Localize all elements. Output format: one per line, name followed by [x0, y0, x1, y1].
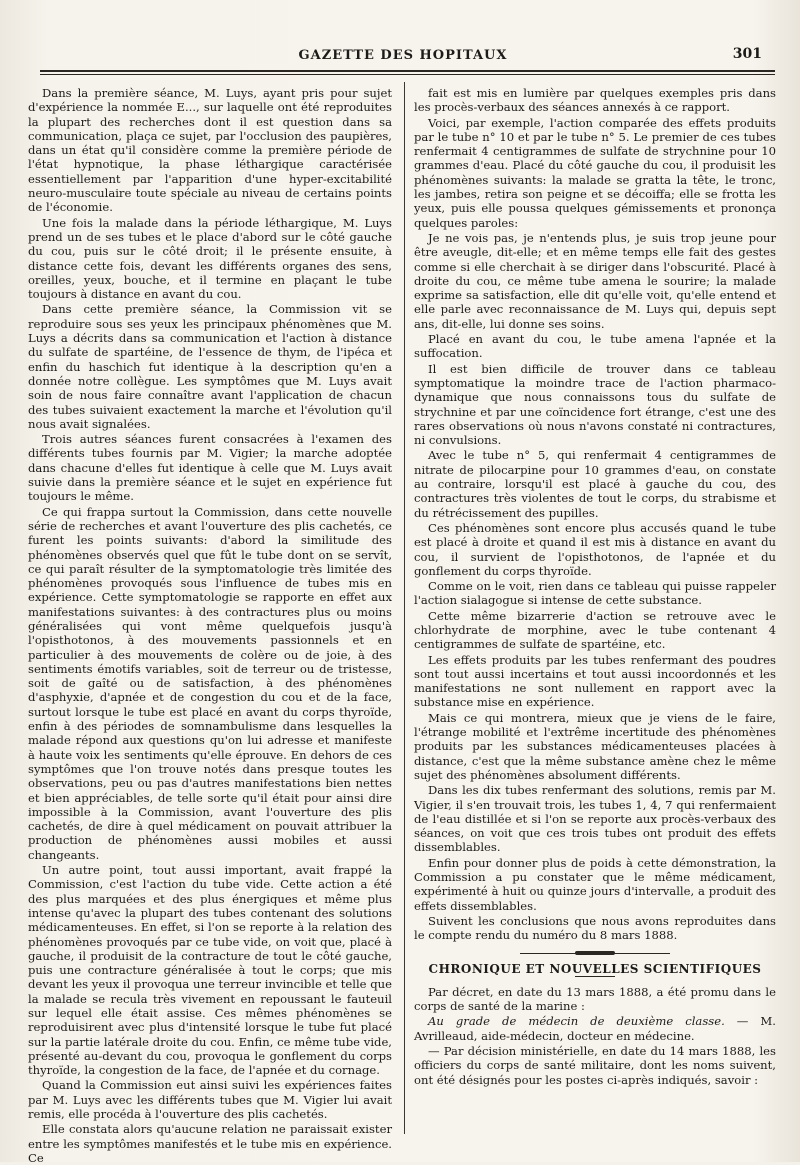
paragraph: Je ne vois pas, je n'entends plus, je suis trop jeune pour être aveugle, dit-elle; et en même temps elle fait des gestes comme si elle cherchait à se diriger dans l'obscurité. Placé à droite du cou, ce même tube amena le sourire; la malade exprime sa satisfaction, elle dit qu'elle voit, qu'elle entend et elle parle avec reconnaissance de M. Luys qui, depuis sept ans, dit-elle, lui donne ses soins. [414, 230, 776, 331]
italic-grade: Au grade de médecin de deuxième classe. [428, 1014, 725, 1029]
page-header [18, 48, 788, 70]
paragraph: Il est bien difficile de trouver dans ce tableau symptomatique la moindre trace de l'action pharmaco-dynamique que nous connaissons tous du sulfate de strychnine et par une coïncidence fort étrange, c'est une des rares observations où nous n'avons constaté ni contractures, ni convulsions. [414, 361, 776, 448]
paragraph: Elle constata alors qu'aucune relation ne paraissait exister entre les symptômes manifestés et le tube mis en expérience. Ce [28, 1122, 392, 1165]
title-underline [575, 976, 615, 977]
paragraph: Par décret, en date du 13 mars 1888, a été promu dans le corps de santé de la marine : [414, 984, 776, 1014]
paragraph: Les effets produits par les tubes renfermant des poudres sont tout aussi incertains et tout aussi incoordonnés et les manifestations ne sont nullement en rapport avec la substance mise en expérience. [414, 652, 776, 710]
paragraph: Un autre point, tout aussi important, avait frappé la Commission, c'est l'action du tube vide. Cette action a été des plus marquées et des plus énergiques et même plus intense qu'avec la plupart des tubes contenant des solutions médicamenteuses. En effet, si l'on se reporte à la relation des phénomènes provoqués par ce tube vide, on voit que, placé à gauche, il produisit de la contracture de tout le côté gauche, puis une contracture généralisée à tout le corps; que mis devant les yeux il provoqua une terreur invincible et telle que la malade se recula très vivement en repoussant le fauteuil sur lequel elle était assise. Ces mêmes phénomènes se reproduisirent avec plus d'intensité lorsque le tube fut placé sur la partie latérale droite du cou. Enfin, ce même tube vide, présenté au-devant du cou, provoqua le gonflement du corps thyroïde, la congestion de la face, de l'apnée et du cornage. [28, 863, 392, 1078]
paragraph: Suivent les conclusions que nous avons reproduites dans le compte rendu du numéro du 8 mars 1888. [414, 913, 776, 943]
paragraph: Trois autres séances furent consacrées à l'examen des différents tubes fournis par M. Vigier; la marche adoptée dans chacune d'elles fut identique à celle que M. Luys avait suivie dans la première séance et le sujet en expérience fut toujours le même. [28, 432, 392, 504]
paragraph: Ce qui frappa surtout la Commission, dans cette nouvelle série de recherches et avant l'ouverture des plis cachetés, ce furent les points suivants: d'abord la similitude des phénomènes observés quel que fût le tube dont on se servît, ce qui paraît résulter de la symptomatologie très limitée des phénomènes provoqués sous l'influence de tubes mis en expérience. Cette symptomatologie se rapporte en effet aux manifestations suivantes: à des contractures plus ou moins généralisées qui vont même quelquefois jusqu'à l'opisthotonos, à des mouvements passionnels et en particulier à des mouvements de colère ou de joie, à des sentiments émotifs variables, soit de terreur ou de tristesse, soit de gaîté ou de satisfaction, à des phénomènes d'asphyxie, d'apnée et de congestion du cou et de la face, surtout lorsque le tube est placé en avant du corps thyroïde, enfin à des périodes de somnambulisme dans lesquelles la malade répond aux questions qu'on lui adresse et manifeste à haute voix les sentiments qu'elle éprouve. En dehors de ces symptômes que l'on trouve notés dans presque toutes les observations, peu ou pas d'autres manifestations bien nettes et bien appréciables, de telle sorte qu'il était pour ainsi dire impossible à la Commission, avant l'ouverture des plis cachetés, de dire à quel médicament on pouvait attribuer la production de phénomènes aussi mobiles et aussi changeants. [28, 504, 392, 862]
paragraph: Ces phénomènes sont encore plus accusés quand le tube est placé à droite et quand il est mis à distance en avant du cou, il survient de l'opisthotonos, de l'apnée et du gonflement du corps thyroïde. [414, 520, 776, 578]
paragraph: Dans cette première séance, la Commission vit se reproduire sous ses yeux les principaux phénomènes que M. Luys a décrits dans sa communication et l'action à distance du sulfate de spartéine, de l'essence de thym, de l'ipéca et enfin du haschich fut identique à la description qu'en a donnée notre collègue. Les symptômes que M. Luys avait soin de nous faire connaître avant l'application de chacun des tubes suivaient exactement la marche et l'évolution qu'il nous avait signalées. [28, 302, 392, 431]
paragraph [414, 1014, 776, 1043]
paragraph: Voici, par exemple, l'action comparée des effets produits par le tube n° 10 et par le tube n° 5. Le premier de ces tubes renfermait 4 centigrammes de sulfate de strychnine pour 10 grammes d'eau. Placé du côté gauche du cou, il produisit les phénomènes suivants: la malade se gratta la tête, le tronc, les jambes, retira son peigne et se décoiffa; elle se frotta les yeux, puis elle poussa quelques gémissements et prononça quelques paroles: [414, 115, 776, 230]
header-rule [40, 70, 775, 72]
paragraph: — Par décision ministérielle, en date du 14 mars 1888, les officiers du corps de santé militaire, dont les noms suivent, ont été désignés pour les postes ci-après indiqués, savoir : [414, 1044, 776, 1087]
paragraph: Comme on le voit, rien dans ce tableau qui puisse rappeler l'action sialagogue si intense de cette substance. [414, 579, 776, 608]
paragraph: Placé en avant du cou, le tube amena l'apnée et la suffocation. [414, 332, 776, 361]
paragraph: Enfin pour donner plus de poids à cette démonstration, la Commission a pu constater que le même médicament, expérimenté à huit ou quinze jours d'intervalle, a produit des effets dissemblables. [414, 855, 776, 913]
section-title: CHRONIQUE ET NOUVELLES SCIENTIFIQUES [428, 961, 762, 976]
paragraph: Avec le tube n° 5, qui renfermait 4 centigrammes de nitrate de pilocarpine pour 10 grammes d'eau, on constate au contraire, lorsqu'il est placé à gauche du cou, des contractures très violentes de tout le corps, du strabisme et du rétrécissement des pupilles. [414, 448, 776, 520]
section-separator [520, 953, 670, 954]
running-title: GAZETTE DES HOPITAUX [298, 48, 508, 63]
paragraph: Quand la Commission eut ainsi suivi les expériences faites par M. Luys avec les différents tubes que M. Vigier lui avait remis, elle procéda à l'ouverture des plis cachetés. [28, 1078, 392, 1122]
paragraph: Dans la première séance, M. Luys, ayant pris pour sujet d'expérience la nommée E..., sur laquelle ont été reproduites la plupart des recherches dont il est question dans sa communication, plaça ce sujet, par l'occlusion des paupières, dans un état qu'il considère comme la première période de l'état hypnotique, la phase léthargique caractérisée essentiellement par l'apparition d'une hyper-excitabilité neuro-musculaire toute spéciale au niveau de certains points de l'économie. [28, 86, 392, 215]
paragraph: Mais ce qui montrera, mieux que je viens de le faire, l'étrange mobilité et l'extrême incertitude des phénomènes produits par les substances médicamenteuses placées à distance, c'est que la même substance amène chez le même sujet des phénomènes absolument différents. [414, 710, 776, 782]
paragraph: Dans les dix tubes renfermant des solutions, remis par M. Vigier, il s'en trouvait trois, les tubes 1, 4, 7 qui renfermaient de l'eau distillée et si l'on se reporte aux procès-verbaux des séances, on voit que ces trois tubes ont produit des effets dissemblables. [414, 783, 776, 855]
paragraph: Cette même bizarrerie d'action se retrouve avec le chlorhydrate de morphine, avec le tube contenant 4 centigrammes de sulfate de spartéine, etc. [414, 608, 776, 652]
page-number: 301 [732, 46, 762, 62]
paragraph: Une fois la malade dans la période léthargique, M. Luys prend un de ses tubes et le place d'abord sur le côté gauche du cou, puis sur le côté droit; il le présente ensuite, à distance cette fois, devant les différents organes des sens, oreilles, yeux, bouche, et il termine en plaçant le tube toujours à distance en avant du cou. [28, 215, 392, 302]
left-column [28, 86, 392, 1165]
column-divider [404, 82, 405, 1134]
right-column [414, 86, 776, 1136]
paragraph: fait est mis en lumière par quelques exemples pris dans les procès-verbaux des séances annexés à ce rapport. [414, 86, 776, 115]
header-rule-thin [40, 74, 775, 75]
grade-details: — M. Avrilleaud, aide-médecin, docteur en médecine. [414, 1014, 776, 1043]
